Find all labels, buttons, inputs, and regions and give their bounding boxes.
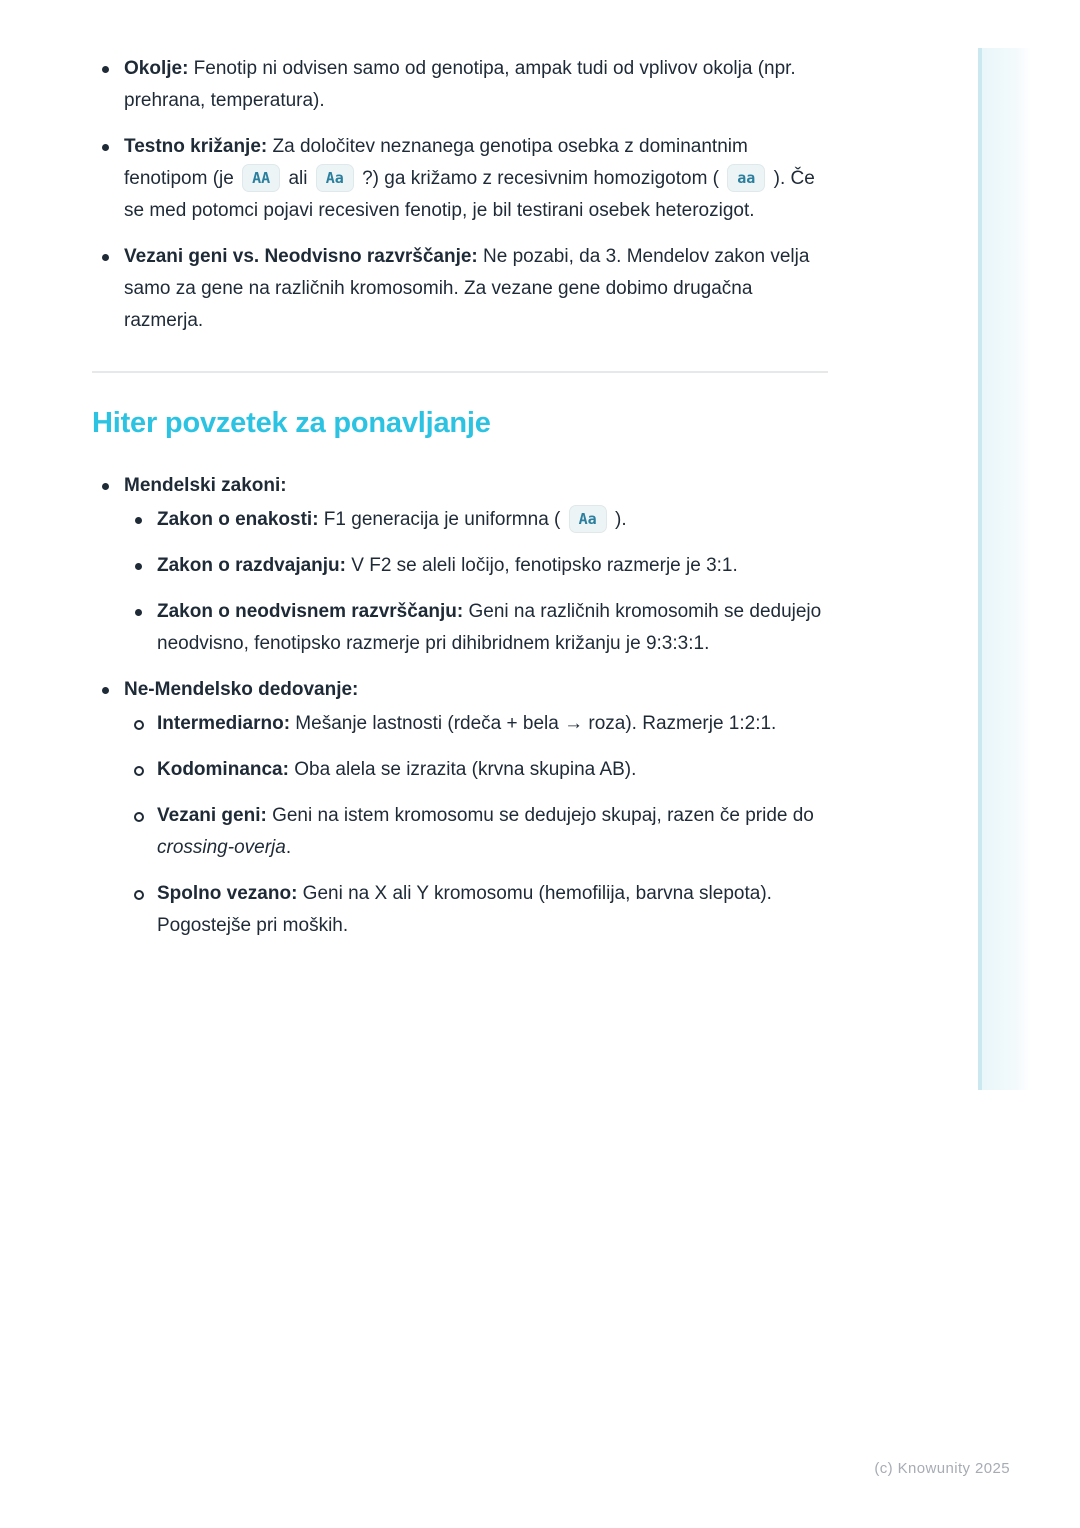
list-item <box>92 674 828 942</box>
list-item <box>92 53 828 117</box>
item-label: Kodominanca: <box>157 759 289 780</box>
list-item <box>124 878 828 942</box>
item-label: Vezani geni: <box>157 805 267 826</box>
genotype-chip: Aa <box>316 164 354 192</box>
accent-bar <box>978 48 1030 1090</box>
list-item <box>124 550 828 582</box>
sub-bullet-list <box>124 708 828 942</box>
text-run: Geni na različnih kromosomih se dedujejo neodvisno, fenotipsko razmerje pri dihibridnem križanju je 9:3:3:1. <box>157 601 822 654</box>
text-run: Za določitev neznanega genotipa osebka z dominantnim fenotipom (je <box>124 136 748 189</box>
list-item <box>124 800 828 864</box>
footer-credit: (c) Knowunity 2025 <box>874 1460 1010 1477</box>
text-run: ). Če se med potomci pojavi recesiven fenotip, je bil testirani osebek heterozigot. <box>124 168 815 221</box>
item-label: Intermediarno: <box>157 713 291 734</box>
list-item <box>124 596 828 660</box>
list-item <box>124 754 828 786</box>
item-label: Testno križanje: <box>124 136 268 157</box>
list-item <box>124 708 828 740</box>
item-label: Zakon o enakosti: <box>157 509 319 530</box>
item-label: Zakon o razdvajanju: <box>157 555 346 576</box>
item-label: Ne-Mendelsko dedovanje: <box>124 679 359 700</box>
genotype-chip: AA <box>242 164 280 192</box>
text-run: Geni na X ali Y kromosomu (hemofilija, barvna slepota). Pogostejše pri moških. <box>157 883 772 936</box>
sub-bullet-list <box>124 504 828 660</box>
text-run: ). <box>609 509 627 530</box>
text-run: Fenotip ni odvisen samo od genotipa, ampak tudi od vplivov okolja (npr. prehrana, temperatura). <box>124 58 796 111</box>
genotype-chip: aa <box>727 164 765 192</box>
text-run: . <box>285 837 292 858</box>
text-run: Mešanje lastnosti (rdeča + bela → roza). Razmerje 1:2:1. <box>290 713 777 734</box>
text-run: V F2 se aleli ločijo, fenotipsko razmerje je 3:1. <box>345 555 738 576</box>
bullet-list <box>92 53 828 337</box>
item-label: Mendelski zakoni: <box>124 475 287 496</box>
text-run: Geni na istem kromosomu se dedujejo skupaj, razen če pride do <box>266 805 814 826</box>
item-label: Spolno vezano: <box>157 883 298 904</box>
item-label: Vezani geni vs. Neodvisno razvrščanje: <box>124 246 478 267</box>
italic-text: crossing-overja <box>157 837 286 858</box>
genotype-chip: Aa <box>569 505 607 533</box>
list-item <box>92 470 828 660</box>
item-label: Okolje: <box>124 58 189 79</box>
list-item <box>92 131 828 227</box>
text-run: ali <box>283 168 313 189</box>
list-item <box>124 504 828 536</box>
text-run: Ne pozabi, da 3. Mendelov zakon velja samo za gene na različnih kromosomih. Za vezane gene dobimo drugačna razmerja. <box>124 246 810 331</box>
document-content <box>92 53 828 948</box>
section-divider <box>92 371 828 373</box>
text-run: ?) ga križamo z recesivnim homozigotom ( <box>356 168 725 189</box>
text-run: Oba alela se izrazita (krvna skupina AB). <box>288 759 637 780</box>
list-item <box>92 241 828 337</box>
text-run: F1 generacija je uniformna ( <box>318 509 566 530</box>
content-blocks <box>92 53 828 942</box>
section-heading: Hiter povzetek za ponavljanje <box>92 407 491 439</box>
bullet-list <box>92 470 828 942</box>
item-label: Zakon o neodvisnem razvrščanju: <box>157 601 464 622</box>
